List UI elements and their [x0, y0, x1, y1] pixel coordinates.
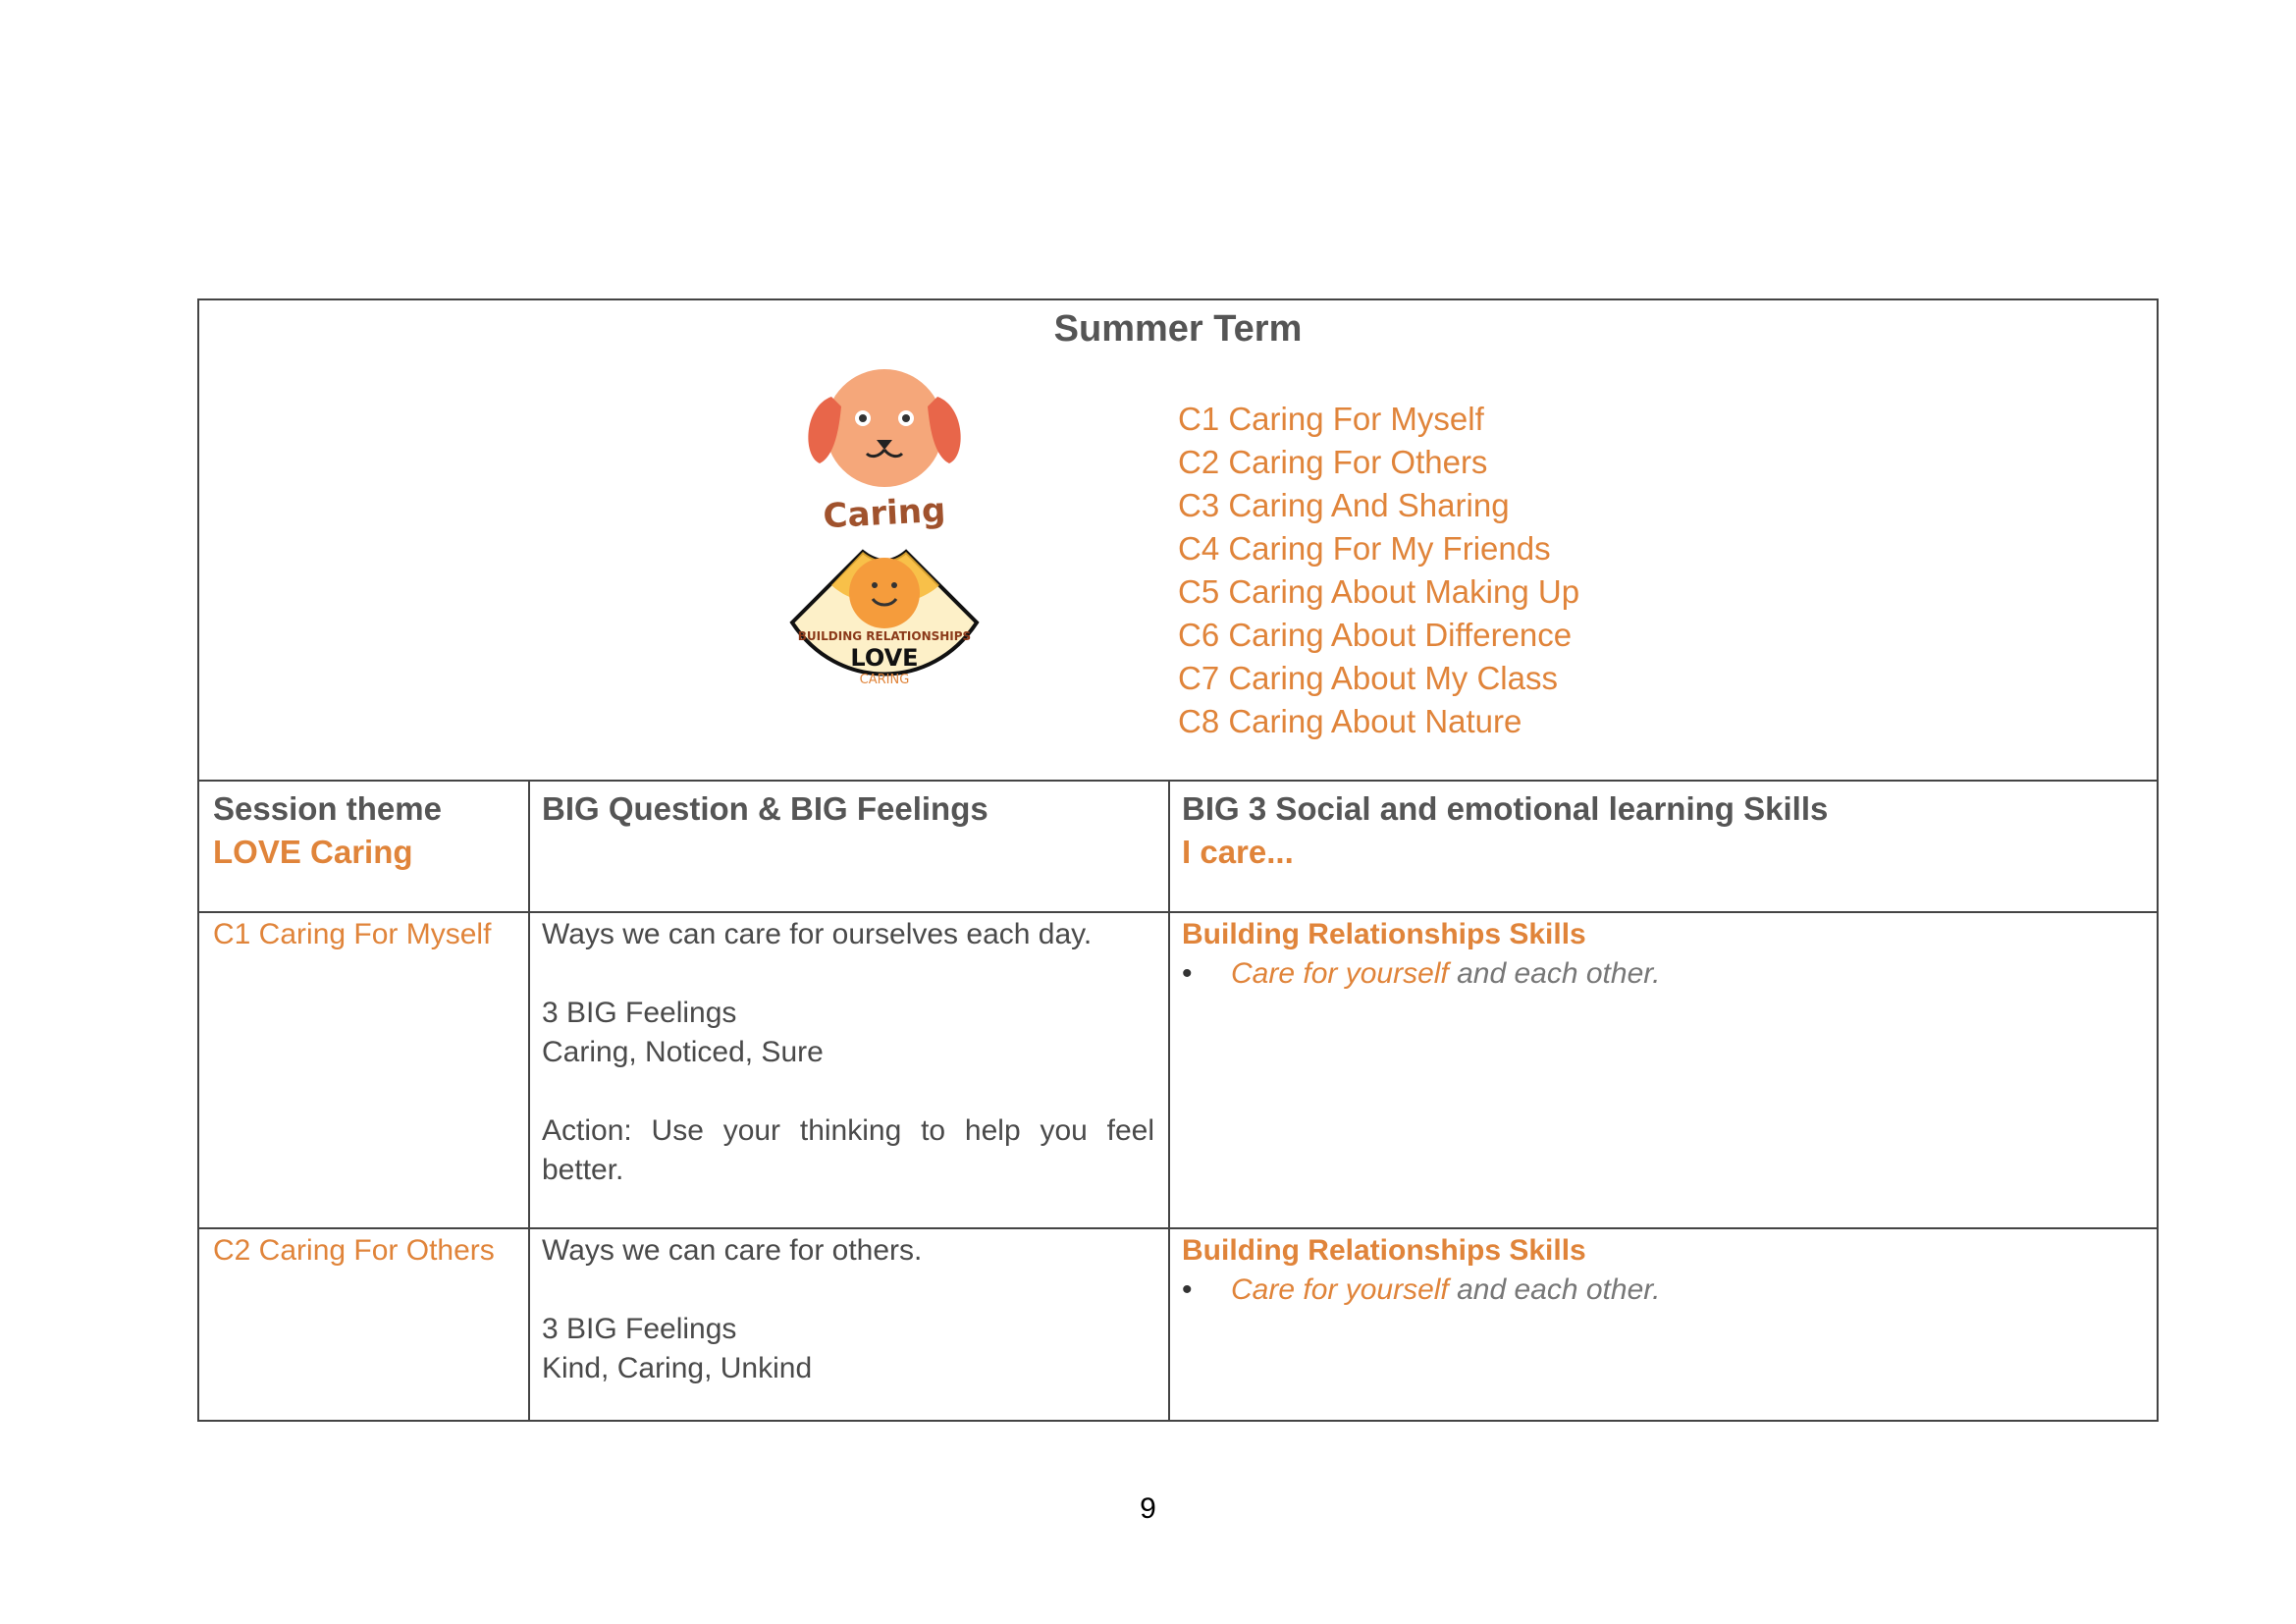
- row1-skills-cell: [1182, 915, 2144, 994]
- badge-arc-text: BUILDING RELATIONSHIPS: [797, 629, 972, 643]
- row1-question-cell: [542, 915, 1154, 1190]
- term-title: Summer Term: [1053, 308, 1303, 350]
- big-question: Ways we can care for ourselves each day.: [542, 918, 1093, 950]
- badge-caring-text: CARING: [859, 673, 910, 687]
- page-number: 9: [1140, 1492, 1156, 1525]
- session-item: C4 Caring For My Friends: [1178, 530, 1551, 567]
- skill-bullet: [1182, 954, 2144, 994]
- caring-logo-group: [784, 367, 1089, 721]
- header-divider: [199, 780, 2157, 782]
- row2-label-cell: [213, 1231, 525, 1271]
- skill-rest: and each other.: [1448, 1273, 1661, 1306]
- dog-mascot-icon: [808, 369, 960, 487]
- row-divider: [199, 1227, 2157, 1229]
- header-cell-big-question: [542, 787, 1160, 831]
- skill-highlight: Care for yourself: [1231, 1273, 1449, 1306]
- header-cell-skills: [1182, 787, 2144, 874]
- action-text: Action: Use your thinking to help you feel better.: [542, 1114, 1154, 1186]
- skill-bullet: [1182, 1271, 2144, 1310]
- session-item: C3 Caring And Sharing: [1178, 487, 1510, 523]
- header-i-care: I care...: [1182, 834, 1294, 870]
- feelings-heading: 3 BIG Feelings: [542, 997, 737, 1029]
- row-label: C2 Caring For Others: [213, 1234, 495, 1267]
- header-session-theme: Session theme: [213, 790, 442, 827]
- badge-love-text: LOVE: [850, 644, 919, 672]
- session-item: C6 Caring About Difference: [1178, 617, 1573, 653]
- session-item: C2 Caring For Others: [1178, 444, 1488, 480]
- love-caring-badge-icon: [792, 552, 977, 687]
- session-item: C5 Caring About Making Up: [1178, 573, 1580, 610]
- session-list: [1178, 398, 1579, 743]
- row2-question-cell: [542, 1231, 1154, 1388]
- skill-highlight: Care for yourself: [1231, 957, 1449, 990]
- header-love-caring: LOVE Caring: [213, 834, 413, 870]
- row2-skills-cell: [1182, 1231, 2144, 1310]
- feelings-list: Caring, Noticed, Sure: [542, 1036, 824, 1068]
- feelings-list: Kind, Caring, Unkind: [542, 1352, 813, 1384]
- caring-logo-text: Caring: [822, 490, 947, 537]
- skill-rest: and each other.: [1448, 957, 1661, 990]
- header-big-question: BIG Question & BIG Feelings: [542, 790, 988, 827]
- row-divider: [199, 911, 2157, 913]
- feelings-heading: 3 BIG Feelings: [542, 1313, 737, 1345]
- session-item: C7 Caring About My Class: [1178, 660, 1558, 696]
- skill-title: Building Relationships Skills: [1182, 1234, 1586, 1267]
- session-item: C1 Caring For Myself: [1178, 401, 1484, 437]
- row1-label-cell: [213, 915, 525, 954]
- big-question: Ways we can care for others.: [542, 1234, 923, 1267]
- header-cell-session-theme: [213, 787, 523, 874]
- row-label: C1 Caring For Myself: [213, 918, 492, 950]
- session-item: C8 Caring About Nature: [1178, 703, 1522, 739]
- skill-title: Building Relationships Skills: [1182, 918, 1586, 950]
- column-divider: [1168, 780, 1170, 1422]
- column-divider: [528, 780, 530, 1422]
- summer-term-table: [197, 298, 2159, 1422]
- header-skills: BIG 3 Social and emotional learning Skills: [1182, 790, 1829, 827]
